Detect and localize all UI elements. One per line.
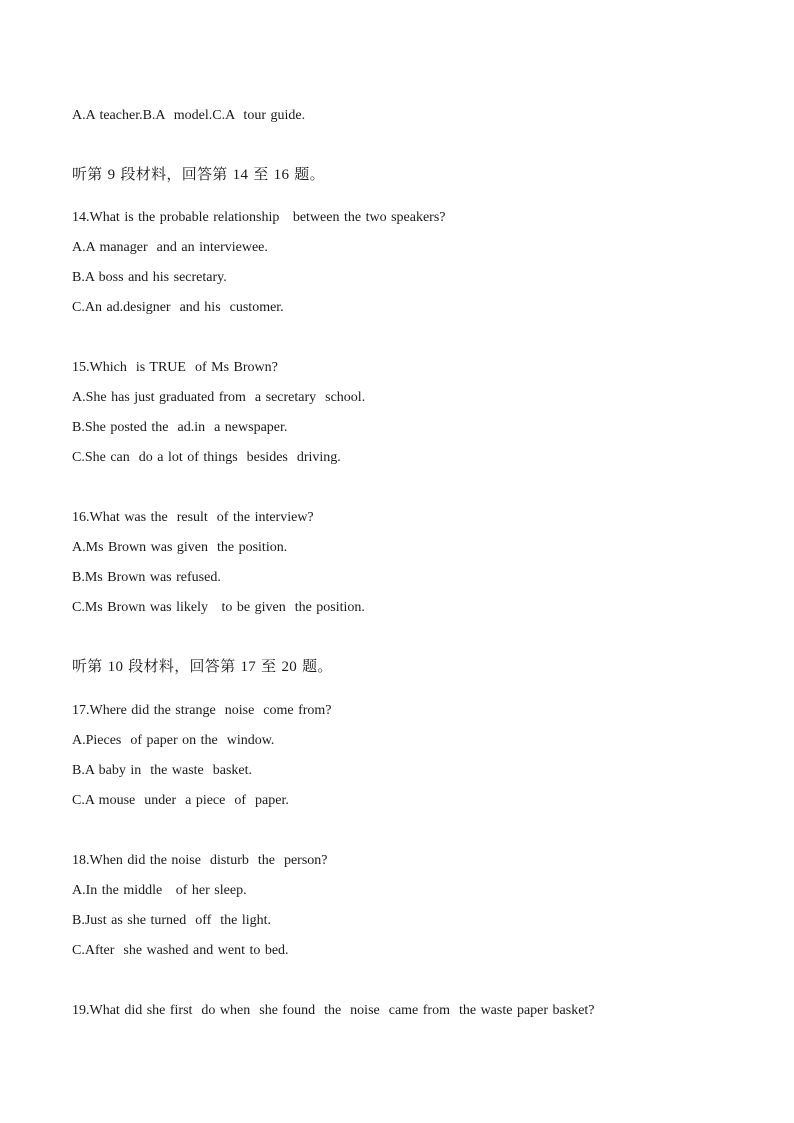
q19-stem: 19.What did she first do when she found the noise came from the waste paper basket? xyxy=(72,1003,595,1018)
section-9-heading: 听第 9 段材料，回答第 14 至 16 题。 xyxy=(72,167,325,183)
q18-option-c: C.After she washed and went to bed. xyxy=(72,943,289,958)
q18-option-b: B.Just as she turned off the light. xyxy=(72,913,272,928)
q17-option-a: A.Pieces of paper on the window. xyxy=(72,733,275,748)
q15-option-b: B.She posted the ad.in a newspaper. xyxy=(72,420,288,435)
q14-option-c: C.An ad.designer and his customer. xyxy=(72,300,284,315)
q16-option-a: A.Ms Brown was given the position. xyxy=(72,540,288,555)
q17-option-b: B.A baby in the waste basket. xyxy=(72,763,253,778)
q16-option-b: B.Ms Brown was refused. xyxy=(72,570,221,585)
q13-options: A.A teacher.B.A model.C.A tour guide. xyxy=(72,108,306,123)
q16-option-c: C.Ms Brown was likely to be given the position. xyxy=(72,600,365,615)
q17-stem: 17.Where did the strange noise come from? xyxy=(72,703,332,718)
q17-option-c: C.A mouse under a piece of paper. xyxy=(72,793,289,808)
q18-stem: 18.When did the noise disturb the person? xyxy=(72,853,328,868)
q14-option-b: B.A boss and his secretary. xyxy=(72,270,227,285)
q14-option-a: A.A manager and an interviewee. xyxy=(72,240,268,255)
q14-stem: 14.What is the probable relationship between the two speakers? xyxy=(72,210,446,225)
q18-option-a: A.In the middle of her sleep. xyxy=(72,883,247,898)
q15-option-a: A.She has just graduated from a secretary school. xyxy=(72,390,366,405)
q15-stem: 15.Which is TRUE of Ms Brown? xyxy=(72,360,278,375)
q16-stem: 16.What was the result of the interview? xyxy=(72,510,314,525)
section-10-heading: 听第 10 段材料，回答第 17 至 20 题。 xyxy=(72,659,333,675)
q15-option-c: C.She can do a lot of things besides driving. xyxy=(72,450,341,465)
